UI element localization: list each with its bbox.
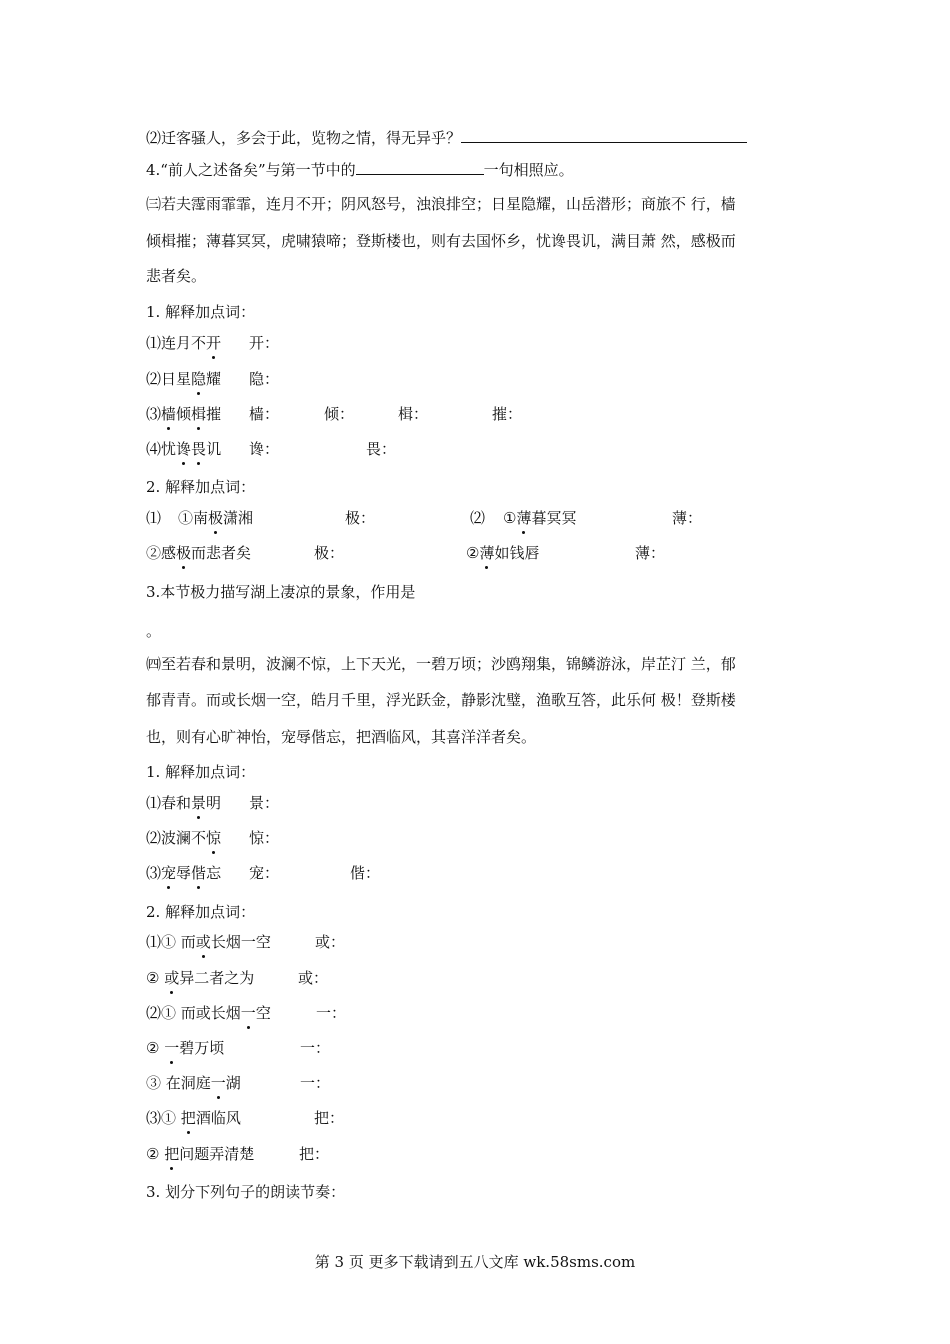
dotted-char: 薄 — [479, 544, 495, 562]
dotted-char: 极 — [176, 544, 192, 562]
vocab-item: ② 或异二者之为 或： — [146, 969, 329, 987]
vocab-item: ⑶宠辱偕忘 宠： 偕： — [146, 864, 381, 882]
question-line: 3.本节极力描写湖上凄凉的景象，作用是 — [146, 583, 416, 601]
dotted-char: 樯 — [161, 405, 177, 423]
dotted-char: 谗 — [176, 440, 192, 458]
vocab-item: ⑴春和景明 景： — [146, 794, 280, 812]
passage-line: 悲者矣。 — [146, 267, 207, 285]
dotted-char: 或 — [164, 969, 180, 987]
answer-end: 。 — [146, 622, 162, 640]
dotted-char: 楫 — [191, 405, 207, 423]
dotted-char: 一 — [240, 1004, 256, 1022]
dotted-char: 宠 — [161, 864, 177, 882]
dotted-char: 把 — [164, 1145, 180, 1163]
page-footer: 第 3 页 更多下载请到五八文库 wk.58sms.com — [314, 1253, 636, 1271]
question-line: 4.“前人之述备矣”与第一节中的 一句相照应。 — [146, 161, 574, 179]
question-heading: 1. 解释加点词： — [146, 303, 256, 321]
dotted-char: 偕 — [191, 864, 207, 882]
passage-line: ㈣至若春和景明，波澜不惊，上下天光，一碧万顷；沙鸥翔集，锦鳞游泳，岸芷汀 兰，郁 — [146, 655, 736, 673]
vocab-item: ⑴ ①南极潇湘 极： ⑵ ①薄暮冥冥 薄： — [146, 509, 703, 527]
vocab-item: ⑷忧谗畏讥 谗： 畏： — [146, 440, 397, 458]
dotted-char: 惊 — [206, 829, 222, 847]
dotted-char: 薄 — [516, 509, 532, 527]
question-heading: 1. 解释加点词： — [146, 763, 256, 781]
vocab-item: ③ 在洞庭一湖 一： — [146, 1074, 331, 1092]
vocab-item: ⑵波澜不惊 惊： — [146, 829, 280, 847]
vocab-item: ⑴① 而或长烟一空 或： — [146, 933, 346, 951]
dotted-char: 开 — [206, 334, 222, 352]
passage-line: 倾楫摧；薄暮冥冥，虎啸猿啼；登斯楼也，则有去国怀乡，忧谗畏讥，满目萧 然，感极而 — [146, 232, 736, 250]
question-heading: 3. 划分下列句子的朗读节奏： — [146, 1183, 346, 1201]
vocab-item: ⑵① 而或长烟一空 一： — [146, 1004, 347, 1022]
answer-blank — [356, 160, 484, 175]
dotted-char: 极 — [208, 509, 224, 527]
vocab-item: ⑶樯倾楫摧 樯： 倾： 楫： 摧： — [146, 405, 523, 423]
dotted-char: 或 — [195, 933, 211, 951]
vocab-item: ⑵日星隐耀 隐： — [146, 370, 280, 388]
passage-line: 也，则有心旷神怡，宠辱偕忘，把酒临风，其喜洋洋者矣。 — [146, 728, 537, 746]
dotted-char: 隐 — [191, 370, 207, 388]
vocab-item: ② 把问题弄清楚 把： — [146, 1145, 330, 1163]
passage-line: 郁青青。而或长烟一空，皓月千里，浮光跃金，静影沈璧，渔歌互答，此乐何 极！登斯楼 — [146, 691, 736, 709]
dotted-char: 一 — [210, 1074, 226, 1092]
dotted-char: 畏 — [191, 440, 207, 458]
dotted-char: 把 — [180, 1109, 196, 1127]
dotted-char: 景 — [191, 794, 207, 812]
dotted-char: 一 — [164, 1039, 180, 1057]
vocab-item: ⑶① 把酒临风 把： — [146, 1109, 345, 1127]
vocab-item: ② 一碧万顷 一： — [146, 1039, 331, 1057]
vocab-item: ②感极而悲者矣 极： ②薄如钱唇 薄： — [146, 544, 666, 562]
question-heading: 2. 解释加点词： — [146, 478, 256, 496]
vocab-item: ⑴连月不开 开： — [146, 334, 280, 352]
answer-blank — [461, 128, 747, 143]
question-line: ⑵迁客骚人，多会于此，览物之情，得无异乎？ — [146, 128, 747, 148]
question-heading: 2. 解释加点词： — [146, 903, 256, 921]
passage-line: ㈢若夫霪雨霏霏，连月不开；阴风怒号，浊浪排空；日星隐耀，山岳潜形；商旅不 行，樯 — [146, 195, 736, 213]
